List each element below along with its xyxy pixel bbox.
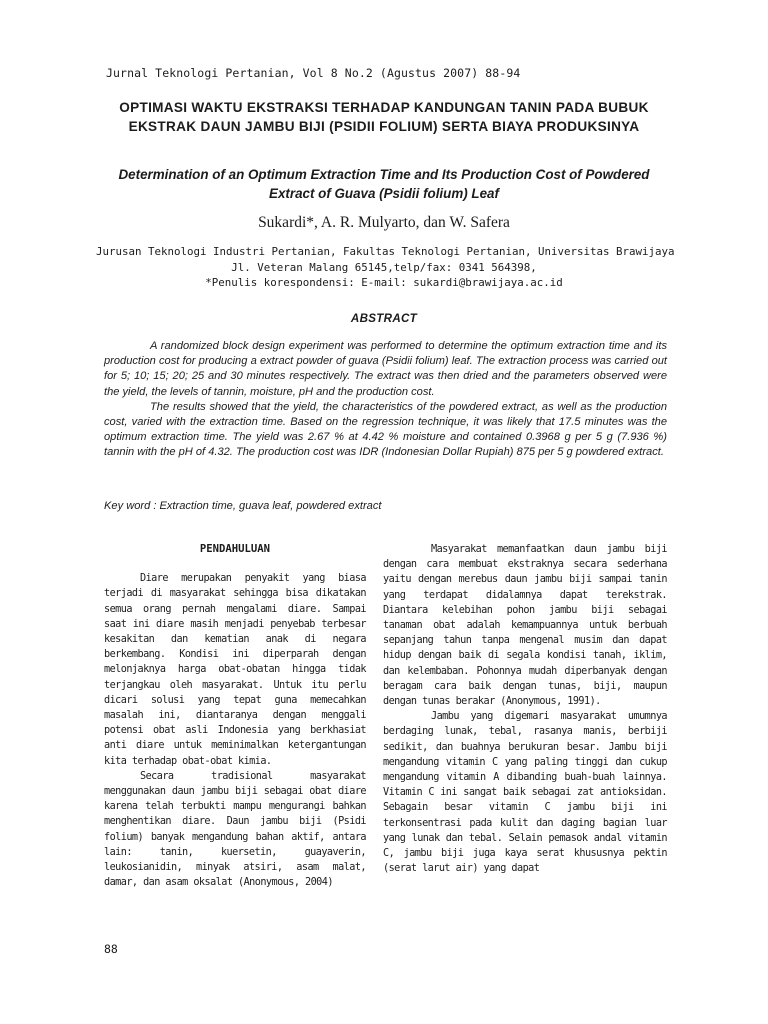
affiliation-line: *Penulis korespondensi: E-mail: sukardi@brawijaya.ac.id bbox=[205, 276, 563, 289]
body-paragraph: Secara tradisional masyarakat menggunakan daun jambu biji sebagai obat diare karena telah terbukti mampu mengurangi bahkan menghentikan diare. Daun jambu biji (Psidi folium) banyak mengandung bahan aktif, antara lain: tanin, kuersetin, guayaverin, leukosianidin, minyak atsiri, asam malat, damar, dan asam oksalat (Anonymous, 2004) bbox=[104, 770, 366, 889]
affiliation-line: Jurusan Teknologi Industri Pertanian, Fakultas Teknologi Pertanian, Universitas Brawijaya bbox=[96, 245, 675, 258]
affiliation-block bbox=[96, 244, 675, 291]
keywords: Key word : Extraction time, guava leaf, powdered extract bbox=[104, 500, 382, 512]
journal-header: Jurnal Teknologi Pertanian, Vol 8 No.2 (Agustus 2007) 88-94 bbox=[106, 66, 521, 80]
right-column bbox=[383, 542, 667, 876]
author-list: Sukardi*, A. R. Mulyarto, dan W. Safera bbox=[258, 214, 510, 231]
abstract-body bbox=[104, 339, 667, 461]
body-paragraph: Masyarakat memanfaatkan daun jambu biji dengan cara membuat ekstraknya secara sederhana yaitu dengan merebus daun jambu biji sampai tanin yang terdapat didalamnya dapat terekstrak. Diantara kelebihan pohon jambu biji sebagai tanaman obat adalah kemampuannya untuk berbuah sepanjang tahun tanpa mengenal musim dan dapat hidup dengan baik di segala kondisi tanah, iklim, dan kelembaban. Pohonnya mudah diperbanyak dengan beragam cara baik dengan tunas, biji, maupun dengan tunas berakar (Anonymous, 1991). bbox=[383, 544, 667, 708]
title-english: Determination of an Optimum Extraction Time and Its Production Cost of Powdered Extract of Guava (Psidii folium) Leaf bbox=[118, 167, 650, 201]
body-paragraph: Jambu yang digemari masyarakat umumnya berdaging lunak, tebal, rasanya manis, berbiji sedikit, dan buahnya berukuran besar. Jambu biji mengandung vitamin C yang paling tinggi dan cukup mengandung vitamin A dibanding buah-buah lainnya. Vitamin C ini sangat baik sebagai zat antioksidan. Sebagain besar vitamin C jambu biji ini terkonsentrasi pada kulit dan daging bagian luar yang lunak dan tebal. Selain pemasok andal vitamin C, jambu biji juga kaya serat khususnya pektin (serat larut air) yang dapat bbox=[383, 711, 667, 875]
body-paragraph: Diare merupakan penyakit yang biasa terjadi di masyarakat sehingga bisa dikatakan semua orang pernah mengalami diare. Sampai saat ini diare masih menjadi penyebab terbesar kesakitan dan kematian anak di negara berkembang. Kondisi ini diperparah dengan melonjaknya harga obat-obatan hingga tidak terjangkau oleh masyarakat. Untuk itu perlu dicari solusi yang tepat guna memecahkan masalah ini, diantaranya dengan menggali potensi obat asli Indonesia yang berkhasiat anti diare untuk meminimalkan ketergantungan kita terhadap obat-obat kimia. bbox=[104, 573, 366, 767]
title-indonesian: OPTIMASI WAKTU EKSTRAKSI TERHADAP KANDUNGAN TANIN PADA BUBUK EKSTRAK DAUN JAMBU BIJI (PSIDII FOLIUM) SERTA BIAYA PRODUKSINYA bbox=[119, 100, 649, 134]
page-number: 88 bbox=[104, 942, 118, 956]
abstract-paragraph: A randomized block design experiment was performed to determine the optimum extraction time and its production cost for producing a extract powder of guava (Psidii folium) leaf. The extraction process was carried out for 5; 10; 15; 20; 25 and 30 minutes respectively. The extract was then dried and the parameters observed were the yield, the levels of tannin, moisture, pH and the production cost. bbox=[104, 340, 667, 398]
abstract-heading: ABSTRACT bbox=[350, 312, 418, 325]
affiliation-line: Jl. Veteran Malang 65145,telp/fax: 0341 564398, bbox=[231, 260, 537, 274]
left-column bbox=[104, 542, 366, 890]
section-heading: PENDAHULUAN bbox=[199, 543, 271, 555]
abstract-paragraph: The results showed that the yield, the characteristics of the powdered extract, as well as the production cost, varied with the extraction time. Based on the regression technique, it was likely that 17.5 minutes was the optimum extraction time. The yield was 2.67 % at 4.42 % moisture and contained 0.3968 g per 5 g (7.936 %) tannin with the pH of 4.32. The production cost was IDR (Indonesian Dollar Rupiah) 875 per 5 g powdered extract. bbox=[104, 400, 667, 459]
